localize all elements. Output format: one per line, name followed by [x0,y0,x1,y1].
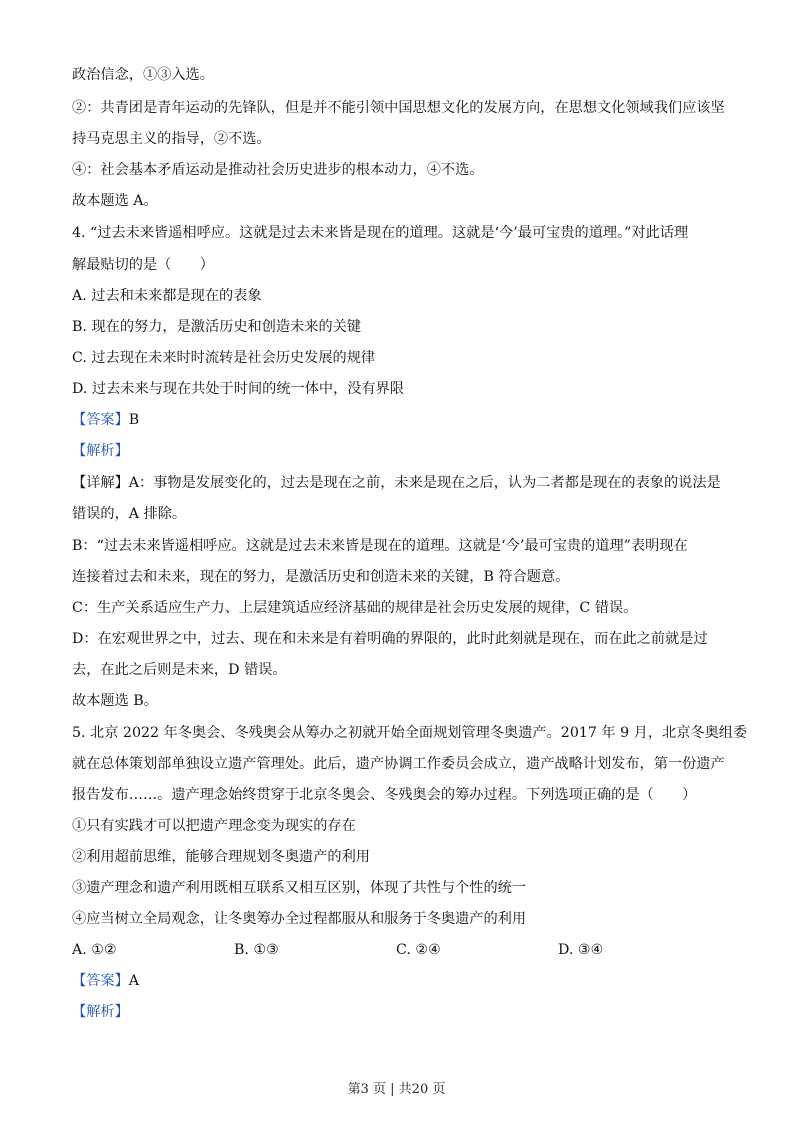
q4-detail-label: 【详解】 [72,475,129,491]
q5-choice-b: B. ①③ [234,942,279,958]
q4-detail-line-3: B：“过去未来皆遥相呼应。这就是过去未来皆是现在的道理。这就是‘今’最可宝贵的道理”表明现在 [72,538,688,554]
q5-item-2: ②利用超前思维，能够合理规划冬奥遗产的利用 [72,849,370,865]
q4-stem-line-1: 4. “过去未来皆遥相呼应。这就是过去未来皆是现在的道理。这就是‘今’最可宝贵的道理。”对此话理 [72,225,689,241]
q4-detail-line-4: 连接着过去和未来，现在的努力，是激活历史和创造未来的关键，B 符合题意。 [72,569,570,585]
prev-analysis-line-1: 政治信念，①③入选。 [72,67,214,83]
q5-answer-value: A [128,973,140,989]
q5-choice-c: C. ②④ [396,942,441,958]
q4-conclusion: 故本题选 B。 [72,693,158,709]
q5-item-4: ④应当树立全局观念，让冬奥筹办全过程都服从和服务于冬奥遗产的利用 [72,911,527,927]
q4-answer-label: 【答案】 [72,412,129,428]
q4-stem-line-2: 解最贴切的是（ ） [72,257,214,273]
q5-item-3: ③遗产理念和遗产利用既相互联系又相互区别，体现了共性与个性的统一 [72,880,527,896]
q5-stem-line-3: 报告发布……。遗产理念始终贯穿于北京冬奥会、冬残奥会的筹办过程。下列选项正确的是（ ） [72,787,697,803]
prev-analysis-line-4: ④：社会基本矛盾运动是推动社会历史进步的根本动力，④不选。 [72,162,484,178]
q4-detail-line-6: D：在宏观世界之中，过去、现在和未来是有着明确的界限的，此时此刻就是现在，而在此之前就是过 [72,631,708,647]
q5-choice-d: D. ③④ [558,942,604,958]
q5-item-1: ①只有实践才可以把遗产理念变为现实的存在 [72,818,356,834]
q4-detail-text-1: A：事物是发展变化的，过去是现在之前，未来是现在之后，认为二者都是现在的表象的说法是 [128,475,721,491]
q4-analysis-label [72,441,722,461]
q4-analysis-heading: 【解析】 [72,443,129,459]
prev-analysis-line-3: 持马克思主义的指导，②不选。 [72,131,271,147]
q4-option-b: B. 现在的努力，是激活历史和创造未来的关键 [72,319,362,335]
q4-option-c: C. 过去现在未来时时流转是社会历史发展的规律 [72,350,376,366]
q4-option-a: A. 过去和未来都是现在的表象 [72,288,262,304]
q5-stem-line-1: 5. 北京 2022 年冬奥会、冬残奥会从筹办之初就开始全面规划管理冬奥遗产。2017 年 9 月，北京冬奥组委 [72,725,748,741]
q4-answer [72,410,722,430]
q5-choice-a: A. ①② [72,942,117,958]
q5-stem-line-2: 就在总体策划部单独设立遗产管理处。此后，遗产协调工作委员会成立，遗产战略计划发布，第一份遗产 [72,756,725,772]
q4-answer-value: B [128,412,140,428]
q4-detail-line-5: C：生产关系适应生产力、上层建筑适应经济基础的规律是社会历史发展的规律，C 错误。 [72,600,638,616]
q5-analysis-label [72,1002,722,1022]
q5-choices [72,940,722,960]
prev-conclusion: 故本题选 A。 [72,193,158,209]
q4-option-d: D. 过去未来与现在共处于时间的统一体中，没有界限 [72,381,405,397]
prev-analysis-line-2: ②：共青团是青年运动的先锋队，但是并不能引领中国思想文化的发展方向，在思想文化领域我们应该坚 [72,100,725,116]
q5-answer-label: 【答案】 [72,973,129,989]
q5-answer [72,971,722,991]
q4-detail-line-2: 错误的，A 排除。 [72,506,187,522]
q5-analysis-heading: 【解析】 [72,1004,129,1020]
q4-detail-line-1 [72,473,722,493]
q4-detail-line-7: 去，在此之后则是未来，D 错误。 [72,662,287,678]
page-footer: 第3 页 | 共20 页 [347,1082,446,1097]
